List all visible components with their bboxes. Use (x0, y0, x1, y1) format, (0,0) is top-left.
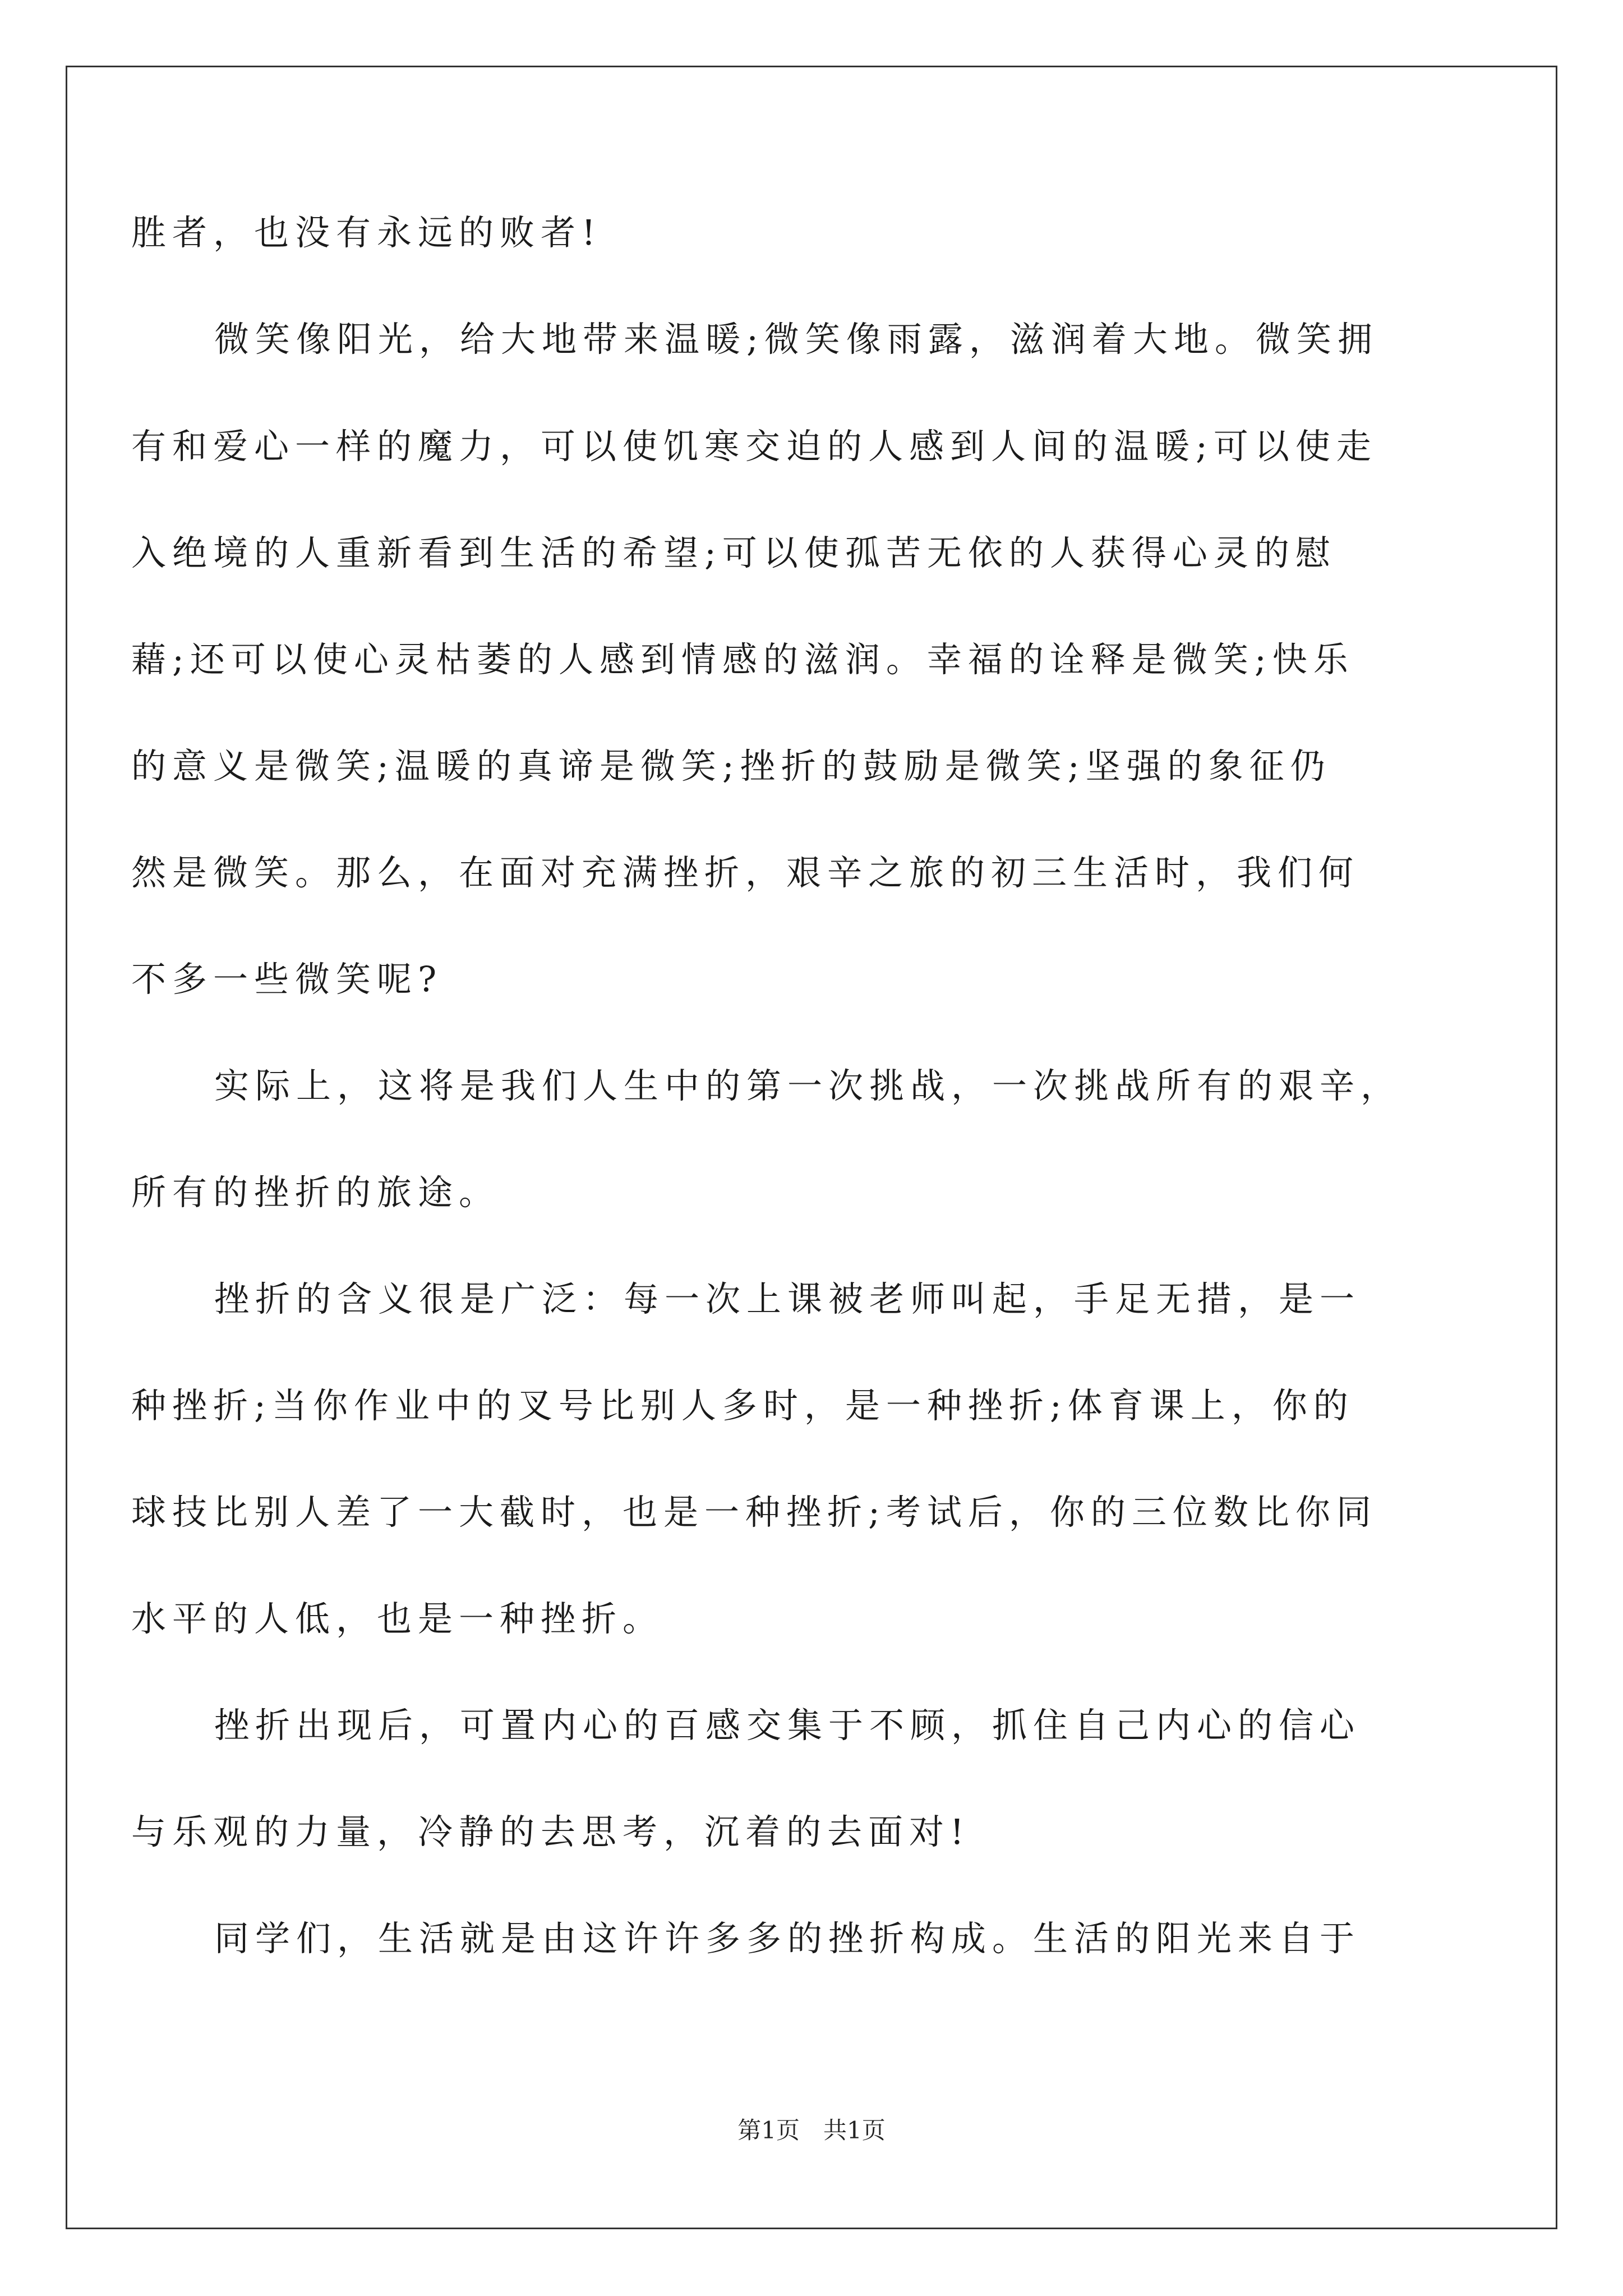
text-line: 球技比别人差了一大截时，也是一种挫折;考试后，你的三位数比你同 (131, 1492, 1377, 1533)
page-number-footer: 第1页 共1页 (737, 2116, 886, 2144)
text-line: 同学们，生活就是由这许许多多的挫折构成。生活的阳光来自于 (214, 1918, 1361, 1959)
text-line: 所有的挫折的旅途。 (131, 1172, 500, 1213)
text-line: 与乐观的力量，冷静的去思考，沉着的去面对! (131, 1811, 970, 1852)
text-line: 不多一些微笑呢? (131, 959, 443, 1000)
text-line: 入绝境的人重新看到生活的希望;可以使孤苦无依的人获得心灵的慰 (131, 532, 1336, 573)
text-line: 挫折出现后，可置内心的百感交集于不顾，抓住自己内心的信心 (214, 1705, 1361, 1746)
text-line: 胜者，也没有永远的败者! (131, 212, 602, 253)
page-border (66, 66, 1557, 2229)
text-line: 藉;还可以使心灵枯萎的人感到情感的滋润。幸福的诠释是微笑;快乐 (131, 639, 1354, 680)
text-line: 挫折的含义很是广泛：每一次上课被老师叫起，手足无措，是一 (214, 1278, 1361, 1319)
text-line: 的意义是微笑;温暖的真谛是微笑;挫折的鼓励是微笑;坚强的象征仍 (131, 746, 1331, 786)
text-line: 种挫折;当你作业中的叉号比别人多时，是一种挫折;体育课上，你的 (131, 1385, 1354, 1426)
text-line: 实际上，这将是我们人生中的第一次挑战，一次挑战所有的艰辛， (214, 1065, 1402, 1106)
text-line: 水平的人低，也是一种挫折。 (131, 1598, 664, 1639)
text-line: 有和爱心一样的魔力，可以使饥寒交迫的人感到人间的温暖;可以使走 (131, 426, 1377, 467)
text-line: 然是微笑。那么，在面对充满挫折，艰辛之旅的初三生活时，我们何 (131, 852, 1360, 893)
text-line: 微笑像阳光，给大地带来温暖;微笑像雨露，滋润着大地。微笑拥 (214, 319, 1378, 360)
